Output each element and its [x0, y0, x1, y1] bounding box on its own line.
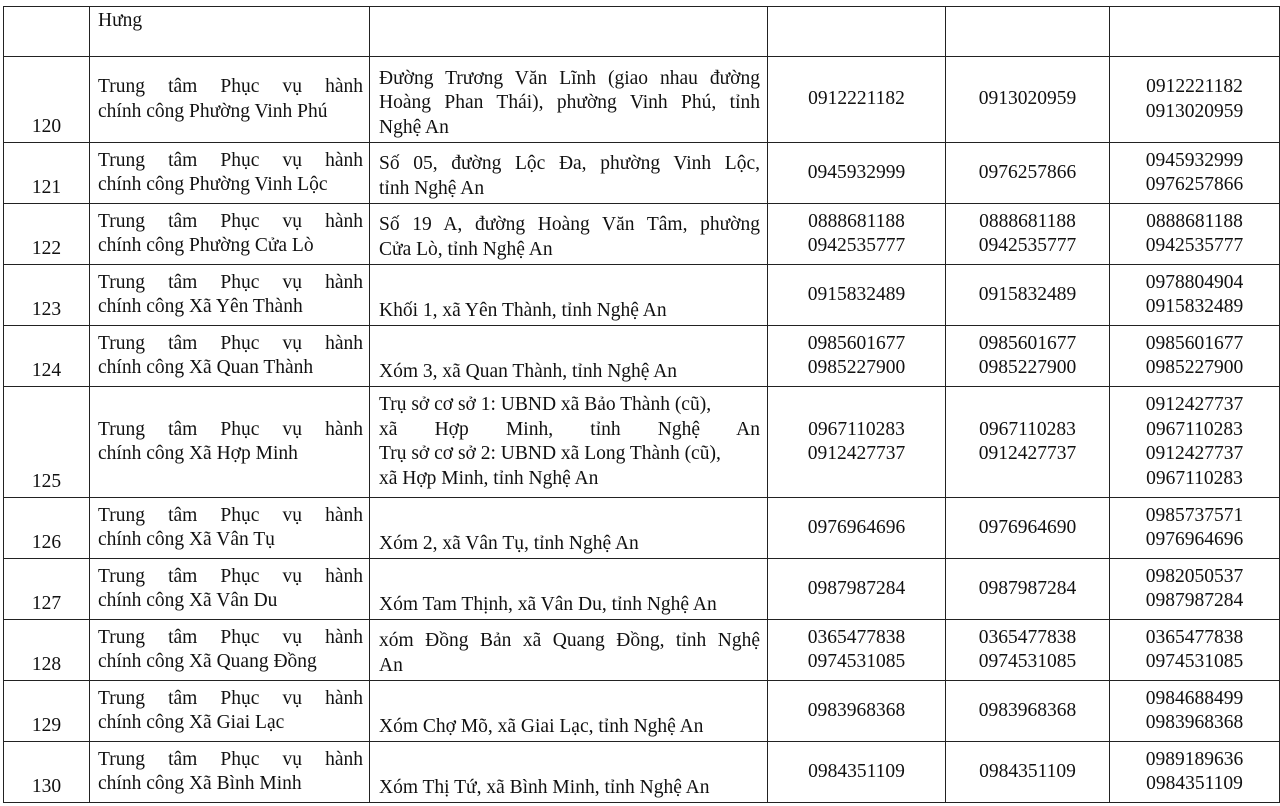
phone-number: 0976257866 — [1145, 174, 1244, 195]
unit-name-line: Trung tâm Phục vụ hành — [98, 626, 363, 648]
phone-number: 0942535777 — [978, 235, 1077, 256]
cell-phone-2 — [946, 57, 1110, 143]
cell-phone-2 — [946, 7, 1110, 57]
unit-name-line: chính công Xã Yên Thành — [98, 296, 303, 317]
phone-number: 0985737571 — [1145, 504, 1244, 526]
address-line: Số 19 A, đường Hoàng Văn Tâm, phường — [379, 214, 760, 235]
phone-number: 0913020959 — [1145, 100, 1244, 122]
phone-number: 0912427737 — [978, 443, 1077, 464]
unit-name-line: chính công Xã Hợp Minh — [98, 443, 298, 464]
phone-number: 0982050537 — [1145, 565, 1244, 587]
phone-number: 0983968368 — [807, 699, 906, 721]
unit-name-line: chính công Xã Quan Thành — [98, 357, 314, 378]
phone-number: 0888681188 — [1146, 210, 1243, 232]
phone-number: 0945932999 — [807, 161, 906, 183]
cell-phone-1 — [768, 326, 946, 387]
unit-name-line: Trung tâm Phục vụ hành — [98, 76, 363, 97]
cell-address — [370, 326, 768, 387]
phone-number: 0912427737 — [1145, 394, 1244, 415]
phone-number: 0985227900 — [1145, 357, 1244, 378]
phone-number: 0984351109 — [808, 760, 905, 782]
cell-phone-2 — [946, 326, 1110, 387]
cell-stt: 123 — [4, 265, 90, 326]
cell-phone-3 — [1110, 620, 1280, 681]
phone-number: 0987987284 — [978, 577, 1077, 599]
phone-number: 0967110283 — [1146, 418, 1243, 440]
address-line: Trụ sở cơ sở 2: UBND xã Long Thành (cũ), — [379, 443, 721, 464]
phone-number: 0978804904 — [1145, 271, 1244, 293]
phone-number: 0974531085 — [978, 651, 1077, 672]
cell-phone-3 — [1110, 326, 1280, 387]
unit-name-line: chính công Phường Vinh Phú — [98, 100, 328, 122]
cell-phone-1 — [768, 387, 946, 498]
phone-number: 0976964690 — [978, 516, 1077, 538]
address-line: xã Hợp Minh, tỉnh Nghệ An — [379, 418, 760, 440]
table-row — [4, 326, 1280, 387]
table-row — [4, 559, 1280, 620]
phone-number: 0987987284 — [1145, 590, 1244, 611]
cell-unit-name — [90, 326, 370, 387]
cell-stt: 128 — [4, 620, 90, 681]
phone-number: 0915832489 — [978, 283, 1077, 305]
phone-number: 0967110283 — [979, 418, 1076, 440]
phone-number: 0974531085 — [1145, 651, 1244, 672]
cell-stt: 121 — [4, 143, 90, 204]
phone-number: 0365477838 — [978, 626, 1077, 648]
cell-unit-name — [90, 620, 370, 681]
phone-number: 0365477838 — [807, 626, 906, 648]
phone-number: 0915832489 — [807, 283, 906, 305]
table-row — [4, 204, 1280, 265]
cell-unit-name — [90, 387, 370, 498]
table-row — [4, 265, 1280, 326]
cell-phone-2 — [946, 620, 1110, 681]
address-line: xã Hợp Minh, tỉnh Nghệ An — [379, 467, 599, 489]
cell-address — [370, 143, 768, 204]
cell-phone-1 — [768, 265, 946, 326]
phone-number: 0985227900 — [978, 357, 1077, 378]
unit-name-line: Hưng — [98, 10, 143, 31]
table-row-continued — [4, 7, 1280, 57]
cell-stt: 122 — [4, 204, 90, 265]
cell-phone-3 — [1110, 387, 1280, 498]
address-line: Trụ sở cơ sở 1: UBND xã Bảo Thành (cũ), — [379, 394, 712, 415]
cell-address — [370, 498, 768, 559]
cell-unit-name — [90, 742, 370, 803]
address-line: Xóm Tam Thịnh, xã Vân Du, tỉnh Nghệ An — [379, 593, 717, 615]
table-row — [4, 681, 1280, 742]
cell-phone-1 — [768, 57, 946, 143]
address-line: An — [379, 654, 403, 676]
cell-phone-2 — [946, 265, 1110, 326]
unit-name-line: Trung tâm Phục vụ hành — [98, 149, 363, 171]
unit-name-line: chính công Phường Cửa Lò — [98, 235, 314, 256]
cell-stt: 127 — [4, 559, 90, 620]
cell-address — [370, 681, 768, 742]
unit-name-line: chính công Xã Bình Minh — [98, 773, 302, 794]
table-row — [4, 498, 1280, 559]
phone-number: 0912427737 — [1145, 443, 1244, 464]
phone-number: 0913020959 — [978, 88, 1077, 110]
cell-phone-3 — [1110, 265, 1280, 326]
phone-number: 0985601677 — [1145, 332, 1244, 354]
unit-name-line: chính công Xã Giai Lạc — [98, 712, 285, 733]
cell-stt: 130 — [4, 742, 90, 803]
phone-number: 0983968368 — [978, 699, 1077, 721]
phone-number: 0967110283 — [808, 418, 905, 440]
cell-phone-2 — [946, 742, 1110, 803]
cell-phone-3 — [1110, 681, 1280, 742]
address-line: Xóm 2, xã Vân Tụ, tỉnh Nghệ An — [379, 532, 639, 554]
phone-number: 0984351109 — [979, 760, 1076, 782]
cell-phone-1 — [768, 7, 946, 57]
cell-unit-name — [90, 57, 370, 143]
address-line: xóm Đồng Bản xã Quang Đồng, tỉnh Nghệ — [379, 630, 760, 651]
address-line: Đường Trương Văn Lĩnh (giao nhau đường — [379, 67, 760, 89]
cell-phone-1 — [768, 498, 946, 559]
phone-number: 0888681188 — [808, 210, 905, 232]
cell-phone-3 — [1110, 143, 1280, 204]
phone-number: 0976964696 — [1145, 529, 1244, 550]
cell-stt — [4, 7, 90, 57]
phone-number: 0985601677 — [807, 332, 906, 354]
unit-name-line: Trung tâm Phục vụ hành — [98, 210, 363, 232]
cell-address — [370, 57, 768, 143]
phone-number: 0888681188 — [979, 210, 1076, 232]
phone-number: 0984351109 — [1146, 773, 1243, 794]
phone-number: 0942535777 — [807, 235, 906, 256]
cell-phone-3 — [1110, 498, 1280, 559]
address-line: Nghệ An — [379, 116, 449, 138]
cell-address — [370, 387, 768, 498]
cell-unit-name — [90, 143, 370, 204]
phone-number: 0985227900 — [807, 357, 906, 378]
cell-address — [370, 265, 768, 326]
phone-number: 0976257866 — [978, 161, 1077, 183]
cell-phone-1 — [768, 620, 946, 681]
phone-number: 0365477838 — [1145, 626, 1244, 648]
address-line: Số 05, đường Lộc Đa, phường Vinh Lộc, — [379, 153, 760, 174]
cell-phone-1 — [768, 681, 946, 742]
cell-phone-2 — [946, 143, 1110, 204]
cell-phone-3 — [1110, 7, 1280, 57]
unit-name-line: Trung tâm Phục vụ hành — [98, 687, 363, 709]
address-line: Khối 1, xã Yên Thành, tỉnh Nghệ An — [379, 299, 667, 321]
phone-number: 0942535777 — [1145, 235, 1244, 256]
phone-number: 0945932999 — [1145, 149, 1244, 171]
unit-name-line: chính công Xã Vân Du — [98, 590, 278, 611]
cell-phone-1 — [768, 559, 946, 620]
cell-address — [370, 742, 768, 803]
cell-address — [370, 204, 768, 265]
cell-phone-2 — [946, 559, 1110, 620]
cell-address — [370, 620, 768, 681]
cell-stt: 125 — [4, 387, 90, 498]
unit-name-line: Trung tâm Phục vụ hành — [98, 504, 363, 526]
unit-name-line: Trung tâm Phục vụ hành — [98, 271, 363, 293]
table-row — [4, 143, 1280, 204]
cell-stt: 120 — [4, 57, 90, 143]
cell-phone-3 — [1110, 204, 1280, 265]
cell-phone-3 — [1110, 742, 1280, 803]
cell-phone-2 — [946, 681, 1110, 742]
unit-name-line: Trung tâm Phục vụ hành — [98, 332, 363, 354]
cell-unit-name — [90, 559, 370, 620]
phone-number: 0967110283 — [1146, 467, 1243, 489]
unit-name-line: Trung tâm Phục vụ hành — [98, 748, 363, 770]
cell-phone-1 — [768, 143, 946, 204]
cell-phone-1 — [768, 204, 946, 265]
phone-number: 0984688499 — [1145, 687, 1244, 709]
phone-number: 0976964696 — [807, 516, 906, 538]
table-row — [4, 387, 1280, 498]
cell-stt: 124 — [4, 326, 90, 387]
cell-stt: 126 — [4, 498, 90, 559]
cell-phone-2 — [946, 204, 1110, 265]
cell-phone-3 — [1110, 57, 1280, 143]
unit-name-line: Trung tâm Phục vụ hành — [98, 565, 363, 587]
phone-number: 0987987284 — [807, 577, 906, 599]
table-row — [4, 57, 1280, 143]
address-line: tỉnh Nghệ An — [379, 177, 485, 199]
address-line: Xóm 3, xã Quan Thành, tỉnh Nghệ An — [379, 360, 678, 382]
cell-phone-3 — [1110, 559, 1280, 620]
address-line: Hoàng Phan Thái), phường Vinh Phú, tỉnh — [379, 92, 760, 113]
cell-stt: 129 — [4, 681, 90, 742]
phone-number: 0912221182 — [1146, 76, 1243, 97]
phone-number: 0912221182 — [808, 88, 905, 110]
address-line: Cửa Lò, tỉnh Nghệ An — [379, 238, 553, 260]
cell-unit-name — [90, 204, 370, 265]
cell-unit-name — [90, 7, 370, 57]
cell-phone-2 — [946, 498, 1110, 559]
phone-number: 0985601677 — [978, 332, 1077, 354]
address-line: Xóm Chợ Mõ, xã Giai Lạc, tỉnh Nghệ An — [379, 715, 704, 737]
cell-address — [370, 7, 768, 57]
cell-unit-name — [90, 681, 370, 742]
document-table — [3, 6, 1280, 803]
cell-phone-1 — [768, 742, 946, 803]
phone-number: 0974531085 — [807, 651, 906, 672]
phone-number: 0915832489 — [1145, 296, 1244, 317]
cell-unit-name — [90, 265, 370, 326]
address-line: Xóm Thị Tứ, xã Bình Minh, tỉnh Nghệ An — [379, 776, 710, 798]
unit-name-line: chính công Xã Quang Đồng — [98, 651, 317, 672]
cell-phone-2 — [946, 387, 1110, 498]
phone-number: 0983968368 — [1145, 712, 1244, 733]
unit-name-line: chính công Xã Vân Tụ — [98, 529, 275, 550]
cell-unit-name — [90, 498, 370, 559]
cell-address — [370, 559, 768, 620]
table-row — [4, 620, 1280, 681]
phone-number: 0912427737 — [807, 443, 906, 464]
unit-name-line: chính công Phường Vinh Lộc — [98, 174, 328, 195]
phone-number: 0989189636 — [1145, 748, 1244, 770]
unit-name-line: Trung tâm Phục vụ hành — [98, 418, 363, 440]
table-row — [4, 742, 1280, 803]
